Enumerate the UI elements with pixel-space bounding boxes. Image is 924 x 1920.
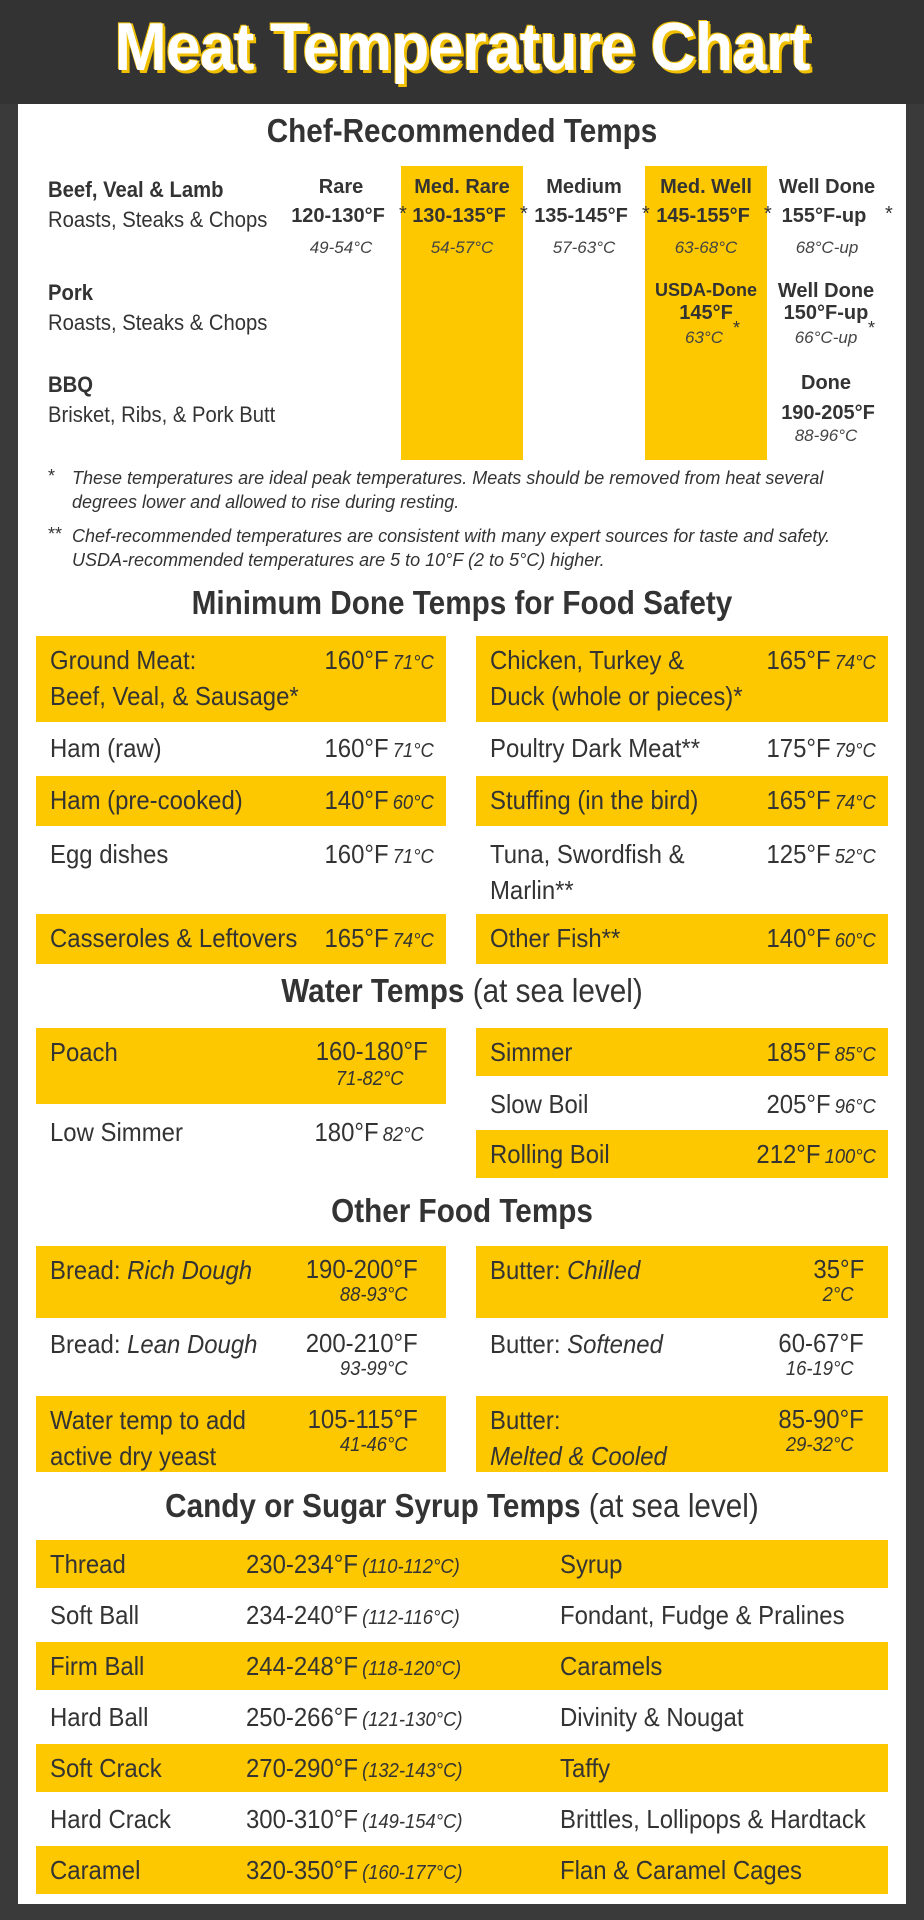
water-left-temp bbox=[315, 1117, 424, 1148]
other-label-italic: Lean Dough bbox=[127, 1329, 258, 1359]
column-f bbox=[638, 205, 768, 228]
column-mark: * bbox=[399, 203, 407, 225]
candy-stage: Firm Ball bbox=[50, 1651, 145, 1681]
row-sub-bbq: Brisket, Ribs, & Pork Butt bbox=[48, 402, 276, 427]
note-2-mark: ** bbox=[48, 524, 63, 544]
pork-well-c: 66°C-up bbox=[794, 328, 858, 347]
other-label-text: Butter: bbox=[490, 1405, 561, 1435]
other-left-c: 41-46°C bbox=[340, 1434, 408, 1456]
safety-right-label bbox=[490, 782, 698, 818]
column-label: Rare bbox=[318, 176, 364, 198]
row-sub-pork: Roasts, Steaks & Chops bbox=[48, 310, 268, 335]
column-mark: * bbox=[642, 203, 650, 225]
column-c: 63-68°C bbox=[674, 238, 738, 257]
safety-left-label bbox=[50, 920, 297, 956]
candy-c: (110-112°C) bbox=[362, 1556, 460, 1578]
other-label-italic: Chilled bbox=[567, 1255, 641, 1285]
safety-f: 160°F bbox=[324, 733, 389, 763]
candy-stage: Thread bbox=[50, 1549, 126, 1579]
safety-c: 71°C bbox=[392, 740, 434, 762]
safety-label-text: Ham (pre-cooked) bbox=[50, 785, 243, 815]
water-c: 100°C bbox=[824, 1146, 876, 1168]
safety-label-text: Other Fish** bbox=[490, 923, 621, 953]
other-right-c: 2°C bbox=[823, 1284, 854, 1306]
column-c: 68°C-up bbox=[795, 238, 859, 257]
candy-temp bbox=[246, 1855, 463, 1886]
safety-label-text: Ground Meat: bbox=[50, 645, 197, 675]
water-right-temp bbox=[756, 1139, 876, 1170]
pork-well-f: 150°F-up bbox=[783, 302, 869, 324]
note-1-text: These temperatures are ideal peak temperatures. Meats should be removed from heat several degrees lower and allowed to rise during resting. bbox=[72, 468, 824, 512]
water-heading: Water Temps (at sea level) bbox=[281, 972, 643, 1009]
water-c: 85°C bbox=[834, 1044, 876, 1066]
water-f: 185°F bbox=[766, 1037, 831, 1067]
bbq-done-c: 88-96°C bbox=[794, 426, 858, 445]
safety-c: 60°C bbox=[392, 792, 434, 814]
safety-c: 74°C bbox=[834, 652, 876, 674]
safety-c: 79°C bbox=[834, 740, 876, 762]
other-label-line2: Melted & Cooled bbox=[490, 1441, 667, 1471]
water-left-f: 160-180°F bbox=[316, 1036, 428, 1066]
safety-left-temp bbox=[325, 785, 434, 816]
safety-f: 160°F bbox=[324, 839, 389, 869]
safety-right-label bbox=[490, 920, 620, 956]
candy-stage: Soft Ball bbox=[50, 1600, 140, 1630]
other-right-label bbox=[490, 1252, 640, 1288]
candy-f: 250-266°F bbox=[246, 1702, 358, 1732]
candy-c: (132-143°C) bbox=[362, 1760, 463, 1782]
water-c: 82°C bbox=[382, 1124, 424, 1146]
candy-band bbox=[36, 1642, 888, 1690]
column-f bbox=[516, 205, 646, 228]
candy-c: (112-116°C) bbox=[362, 1607, 460, 1629]
safety-right-label bbox=[490, 642, 743, 714]
other-label-italic: Softened bbox=[567, 1329, 663, 1359]
candy-c: (121-130°C) bbox=[362, 1709, 463, 1731]
bbq-done-f: 190-205°F bbox=[781, 402, 875, 424]
other-right-f: 85-90°F bbox=[778, 1404, 864, 1434]
other-left-f: 190-200°F bbox=[306, 1254, 418, 1284]
candy-f: 244-248°F bbox=[246, 1651, 358, 1681]
other-left-label bbox=[50, 1326, 257, 1362]
safety-right-temp bbox=[767, 923, 876, 954]
row-name-beef: Beef, Veal & Lamb bbox=[48, 177, 224, 202]
safety-left-temp bbox=[325, 923, 434, 954]
safety-c: 74°C bbox=[834, 792, 876, 814]
candy-band bbox=[36, 1540, 888, 1588]
pork-well-label: Well Done bbox=[777, 280, 875, 302]
safety-left-label bbox=[50, 836, 168, 872]
row-name-pork: Pork bbox=[48, 280, 94, 305]
bbq-done-label: Done bbox=[801, 372, 851, 394]
safety-label-text: Chicken, Turkey & bbox=[490, 645, 685, 675]
column-c: 54-57°C bbox=[430, 238, 494, 257]
water-right-label: Rolling Boil bbox=[490, 1139, 610, 1169]
candy-temp bbox=[246, 1702, 463, 1733]
candy-temp bbox=[246, 1549, 460, 1580]
pork-well-mark: * bbox=[868, 318, 876, 338]
chef-heading: Chef-Recommended Temps bbox=[266, 112, 658, 149]
column-f-value: 120-130°F bbox=[291, 205, 385, 227]
water-c: 96°C bbox=[834, 1096, 876, 1118]
safety-c: 74°C bbox=[392, 930, 434, 952]
candy-stage: Hard Ball bbox=[50, 1702, 149, 1732]
safety-heading: Minimum Done Temps for Food Safety bbox=[191, 584, 733, 621]
row-sub-beef: Roasts, Steaks & Chops bbox=[48, 207, 268, 232]
candy-f: 300-310°F bbox=[246, 1804, 358, 1834]
safety-label-text: Ham (raw) bbox=[50, 733, 162, 763]
other-label-line2: active dry yeast bbox=[50, 1441, 217, 1471]
other-left-label bbox=[50, 1402, 246, 1474]
safety-left-label bbox=[50, 782, 243, 818]
water-left-c: 71-82°C bbox=[336, 1068, 404, 1090]
candy-temp bbox=[246, 1753, 463, 1784]
pork-usda-mark: * bbox=[733, 318, 741, 338]
candy-temp bbox=[246, 1600, 460, 1631]
safety-f: 175°F bbox=[766, 733, 831, 763]
note-2-text: Chef-recommended temperatures are consistent with many expert sources for taste and safety. USDA-recommended temperatures are 5 to 10°F (2 to 5°C) higher. bbox=[72, 526, 831, 570]
safety-label-text: Stuffing (in the bird) bbox=[490, 785, 699, 815]
candy-stage: Hard Crack bbox=[50, 1804, 171, 1834]
safety-left-temp bbox=[325, 839, 434, 870]
safety-f: 165°F bbox=[766, 785, 831, 815]
candy-f: 230-234°F bbox=[246, 1549, 358, 1579]
other-label-italic: Rich Dough bbox=[127, 1255, 253, 1285]
safety-f: 125°F bbox=[766, 839, 831, 869]
water-f: 180°F bbox=[314, 1117, 379, 1147]
candy-c: (149-154°C) bbox=[362, 1811, 463, 1833]
other-heading: Other Food Temps bbox=[331, 1192, 593, 1229]
safety-f: 165°F bbox=[324, 923, 389, 953]
candy-use: Flan & Caramel Cages bbox=[560, 1855, 802, 1885]
safety-f: 140°F bbox=[324, 785, 389, 815]
other-right-c: 29-32°C bbox=[786, 1434, 854, 1456]
safety-left-temp bbox=[325, 733, 434, 764]
safety-left-temp bbox=[325, 645, 434, 676]
candy-use: Taffy bbox=[560, 1753, 611, 1783]
safety-f: 165°F bbox=[766, 645, 831, 675]
column-label: Med. Rare bbox=[414, 176, 510, 198]
safety-right-temp bbox=[767, 839, 876, 870]
safety-label-line2: Duck (whole or pieces)* bbox=[490, 681, 743, 711]
candy-use: Syrup bbox=[560, 1549, 623, 1579]
safety-label-text: Poultry Dark Meat** bbox=[490, 733, 701, 763]
candy-c: (118-120°C) bbox=[362, 1658, 462, 1680]
water-left-label: Low Simmer bbox=[50, 1117, 183, 1147]
other-left-c: 88-93°C bbox=[340, 1284, 408, 1306]
candy-use: Divinity & Nougat bbox=[560, 1702, 744, 1732]
safety-right-temp bbox=[767, 733, 876, 764]
safety-c: 60°C bbox=[834, 930, 876, 952]
candy-f: 270-290°F bbox=[246, 1753, 358, 1783]
safety-right-temp bbox=[767, 645, 876, 676]
candy-use: Brittles, Lollipops & Hardtack bbox=[560, 1804, 866, 1834]
other-label-text: Butter: bbox=[490, 1255, 568, 1285]
column-label: Well Done bbox=[778, 176, 876, 198]
safety-right-temp bbox=[767, 785, 876, 816]
safety-left-label bbox=[50, 642, 299, 714]
candy-temp bbox=[246, 1651, 461, 1682]
other-label-text: Bread: bbox=[50, 1329, 128, 1359]
other-left-f: 200-210°F bbox=[306, 1328, 418, 1358]
column-f-value: 155°F-up bbox=[781, 205, 867, 227]
page-title: Meat Temperature Chart bbox=[114, 9, 810, 85]
column-f bbox=[759, 205, 889, 228]
water-right-label: Simmer bbox=[490, 1037, 573, 1067]
candy-f: 320-350°F bbox=[246, 1855, 358, 1885]
water-f: 205°F bbox=[766, 1089, 831, 1119]
safety-label-text: Casseroles & Leftovers bbox=[50, 923, 298, 953]
column-c: 49-54°C bbox=[309, 238, 373, 257]
pork-usda-f: 145°F bbox=[679, 302, 733, 324]
safety-c: 71°C bbox=[392, 652, 434, 674]
column-mark: * bbox=[885, 203, 893, 225]
candy-stage: Soft Crack bbox=[50, 1753, 162, 1783]
safety-right-label bbox=[490, 836, 685, 908]
other-right-f: 60-67°F bbox=[778, 1328, 864, 1358]
safety-f: 140°F bbox=[766, 923, 831, 953]
column-mark: * bbox=[764, 203, 772, 225]
candy-use: Caramels bbox=[560, 1651, 663, 1681]
column-f-value: 145-155°F bbox=[656, 205, 750, 227]
other-left-f: 105-115°F bbox=[307, 1404, 418, 1434]
row-name-bbq: BBQ bbox=[48, 372, 93, 397]
safety-left-label bbox=[50, 730, 162, 766]
safety-label-line2: Marlin** bbox=[490, 875, 574, 905]
water-right-label: Slow Boil bbox=[490, 1089, 589, 1119]
pork-usda-label: USDA-Done bbox=[655, 280, 757, 300]
safety-c: 71°C bbox=[392, 846, 434, 868]
candy-c: (160-177°C) bbox=[362, 1862, 463, 1884]
other-label-text: Water temp to add bbox=[50, 1405, 246, 1435]
candy-use: Fondant, Fudge & Pralines bbox=[560, 1600, 845, 1630]
candy-stage: Caramel bbox=[50, 1855, 141, 1885]
column-f-value: 135-145°F bbox=[534, 205, 628, 227]
other-left-label bbox=[50, 1252, 252, 1288]
other-label-text: Bread: bbox=[50, 1255, 128, 1285]
other-right-f: 35°F bbox=[813, 1254, 864, 1284]
safety-f: 160°F bbox=[324, 645, 389, 675]
pork-usda-c: 63°C bbox=[685, 328, 723, 347]
other-right-c: 16-19°C bbox=[786, 1358, 854, 1380]
water-left-label: Poach bbox=[50, 1037, 118, 1067]
candy-temp bbox=[246, 1804, 463, 1835]
other-right-label bbox=[490, 1326, 663, 1362]
water-right-temp bbox=[767, 1037, 876, 1068]
column-f bbox=[273, 205, 403, 228]
safety-right-label bbox=[490, 730, 700, 766]
column-f-value: 130-135°F bbox=[412, 205, 506, 227]
candy-f: 234-240°F bbox=[246, 1600, 358, 1630]
column-mark: * bbox=[520, 203, 528, 225]
safety-c: 52°C bbox=[834, 846, 876, 868]
other-right-label bbox=[490, 1402, 667, 1474]
safety-label-text: Egg dishes bbox=[50, 839, 169, 869]
column-c: 57-63°C bbox=[552, 238, 616, 257]
other-label-text: Butter: bbox=[490, 1329, 568, 1359]
note-1-mark: * bbox=[48, 466, 56, 486]
other-left-c: 93-99°C bbox=[340, 1358, 408, 1380]
column-label: Medium bbox=[546, 176, 622, 198]
safety-label-line2: Beef, Veal, & Sausage* bbox=[50, 681, 299, 711]
water-f: 212°F bbox=[756, 1139, 821, 1169]
column-f bbox=[394, 205, 524, 228]
candy-heading: Candy or Sugar Syrup Temps (at sea level) bbox=[165, 1487, 759, 1524]
safety-label-text: Tuna, Swordfish & bbox=[490, 839, 685, 869]
column-label: Med. Well bbox=[660, 176, 752, 198]
water-right-temp bbox=[767, 1089, 876, 1120]
